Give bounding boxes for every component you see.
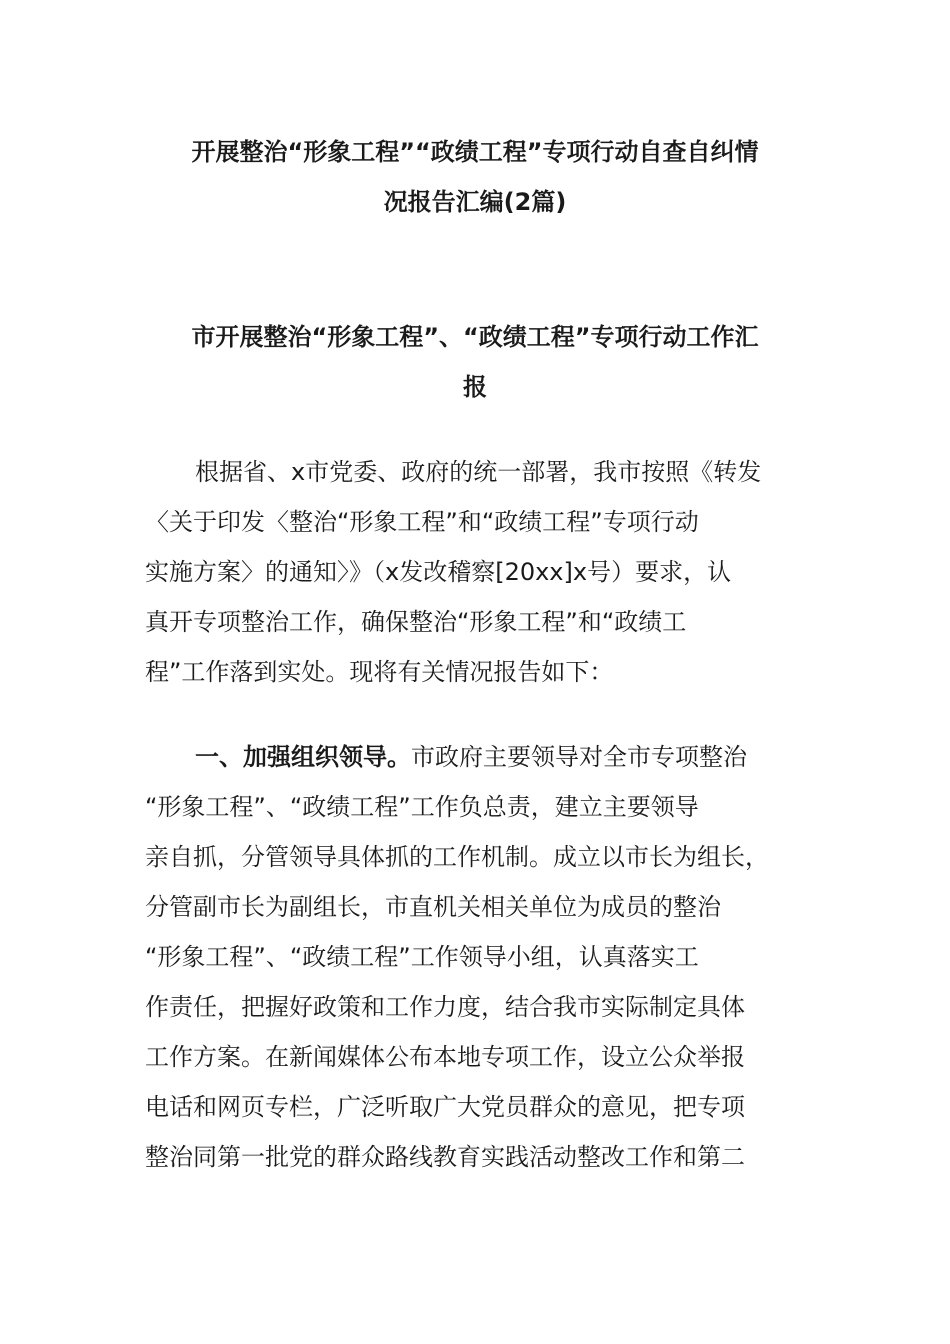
paragraph-2-line-8: 电话和网页专栏，广泛听取广大党员群众的意见，把专项 [145,1093,745,1121]
paragraph-1-line-5: 程”工作落到实处。现将有关情况报告如下： [145,658,614,686]
section-heading: 一、加强组织领导。 [195,743,411,771]
paragraph-2-line-2: “形象工程”、“政绩工程”工作负总责，建立主要领导 [145,793,699,821]
paragraph-2-line-6: 作责任，把握好政策和工作力度，结合我市实际制定具体 [145,993,745,1021]
main-title-line-2: 况报告汇编(2篇) [383,188,567,216]
paragraph-1-line-2: 〈关于印发〈整治“形象工程”和“政绩工程”专项行动 [145,508,699,536]
paragraph-1-line-3: 实施方案〉的通知〉》（x发改稽察[20xx]x号）要求，认 [145,558,732,586]
sub-title-line-1: 市开展整治“形象工程”、“政绩工程”专项行动工作汇 [191,323,759,351]
paragraph-2-line-4: 分管副市长为副组长，市直机关相关单位为成员的整治 [145,893,721,921]
paragraph-2-line-1 [0,740,950,774]
paragraph-1-line-1: 根据省、x市党委、政府的统一部署，我市按照《转发 [195,458,762,486]
sub-title-line-2: 报 [463,373,487,401]
main-title-line-1: 开展整治“形象工程”“政绩工程”专项行动自查自纠情 [191,138,759,166]
paragraph-2-line-7: 工作方案。在新闻媒体公布本地专项工作，设立公众举报 [145,1043,745,1071]
paragraph-2-line-9: 整治同第一批党的群众路线教育实践活动整改工作和第二 [145,1143,745,1171]
paragraph-2-line-1-rest: 市政府主要领导对全市专项整治 [411,743,747,771]
paragraph-1-line-4: 真开专项整治工作，确保整治“形象工程”和“政绩工 [145,608,687,636]
paragraph-2-line-3: 亲自抓，分管领导具体抓的工作机制。成立以市长为组长， [145,843,769,871]
paragraph-2-line-5: “形象工程”、“政绩工程”工作领导小组，认真落实工 [145,943,699,971]
